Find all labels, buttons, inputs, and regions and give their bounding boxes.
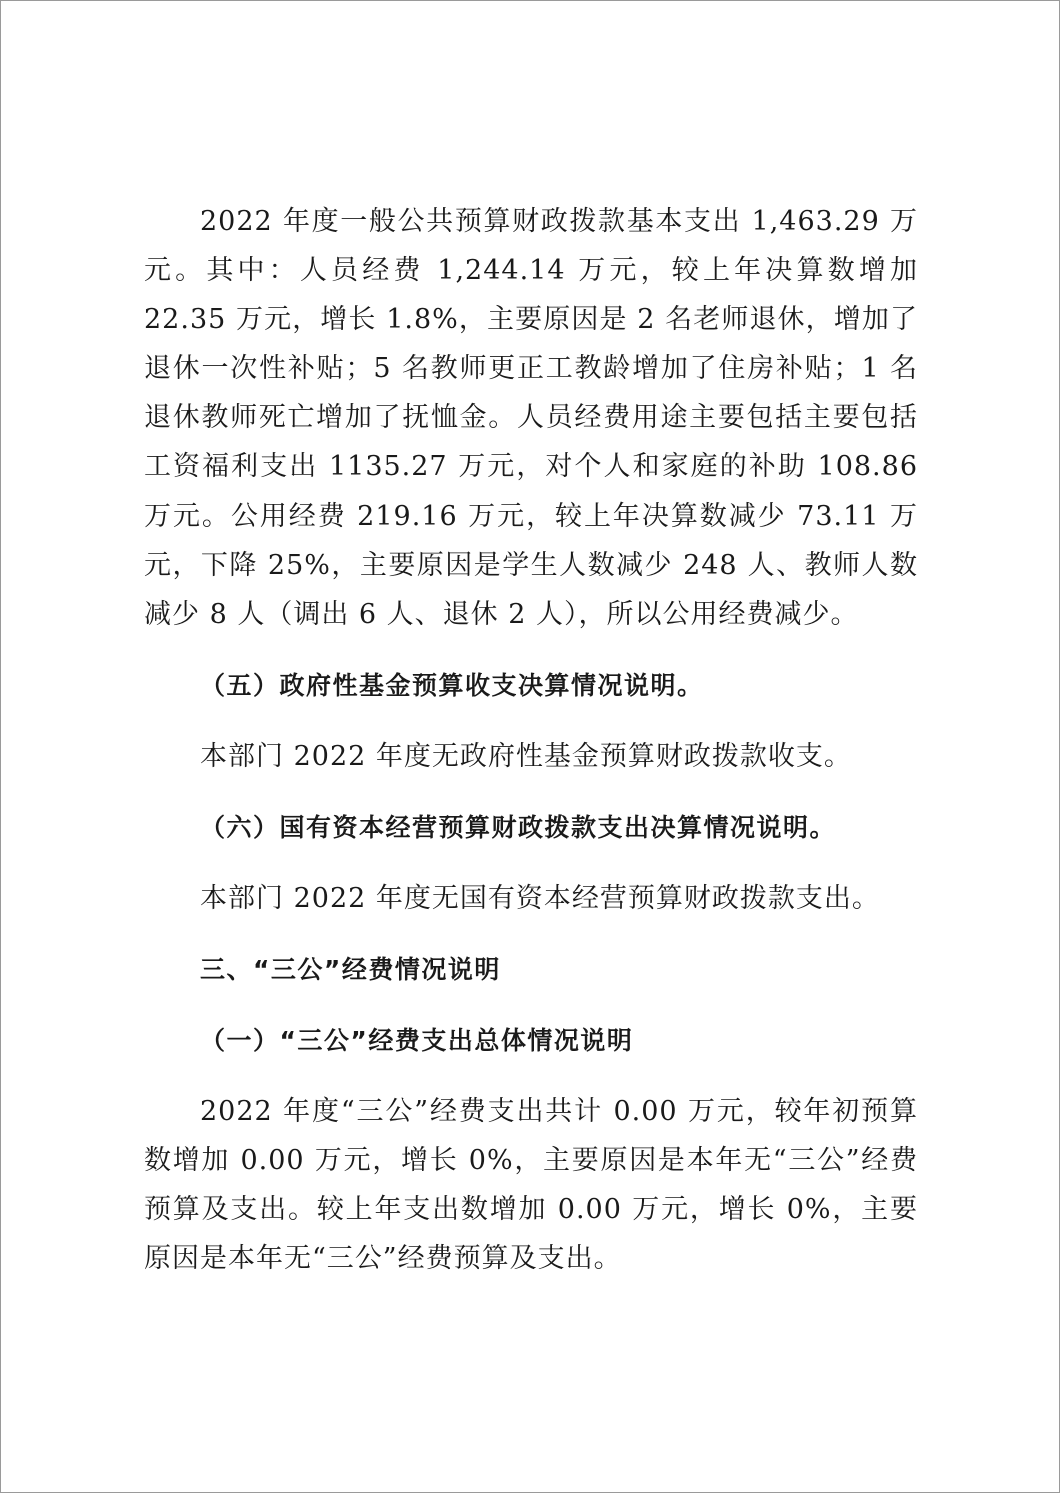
heading-state-capital: （六）国有资本经营预算财政拨款支出决算情况说明。 xyxy=(200,812,837,842)
spacer xyxy=(144,1065,918,1087)
spacer xyxy=(144,639,918,661)
spacer xyxy=(144,781,918,803)
paragraph-government-fund: 本部门 2022 年度无政府性基金预算财政拨款收支。 xyxy=(200,740,852,772)
paragraph-three-public-overview: 2022 年度“三公”经费支出共计 0.00 万元，较年初预算数增加 0.00 万元，增长 0%，主要原因是本年无“三公”经费预算及支出。较上年支出数增加 0.00 万元，增长 0%，主要原因是本年无“三公”经费预算及支出。 xyxy=(144,1095,918,1275)
spacer xyxy=(144,923,918,945)
spacer xyxy=(144,994,918,1016)
heading-three-public-overview: （一）“三公”经费支出总体情况说明 xyxy=(200,1025,634,1055)
paragraph-basic-expenditure: 2022 年度一般公共预算财政拨款基本支出 1,463.29 万元。其中：人员经费 1,244.14 万元，较上年决算数增加 22.35 万元，增长 1.8%，主要原因是 2 名老师退休，增加了退休一次性补贴；5 名教师更正工教龄增加了住房补贴；1 名退休教师死亡增加了抚恤金。人员经费用途主要包括主要包括工资福利支出 1135.27 万元，对个人和家庭的补助 108.86 万元。公用经费 219.16 万元，较上年决算数减少 73.11 万元，下降 25%，主要原因是学生人数减少 248 人、教师人数减少 8 人（调出 6 人、退休 2 人），所以公用经费减少。 xyxy=(144,206,918,630)
spacer xyxy=(144,710,918,732)
document-body xyxy=(144,197,918,1283)
spacer xyxy=(144,852,918,874)
paragraph-state-capital: 本部门 2022 年度无国有资本经营预算财政拨款支出。 xyxy=(200,882,880,914)
heading-three-public-expenses: 三、“三公”经费情况说明 xyxy=(200,954,501,984)
heading-government-fund: （五）政府性基金预算收支决算情况说明。 xyxy=(200,670,704,700)
